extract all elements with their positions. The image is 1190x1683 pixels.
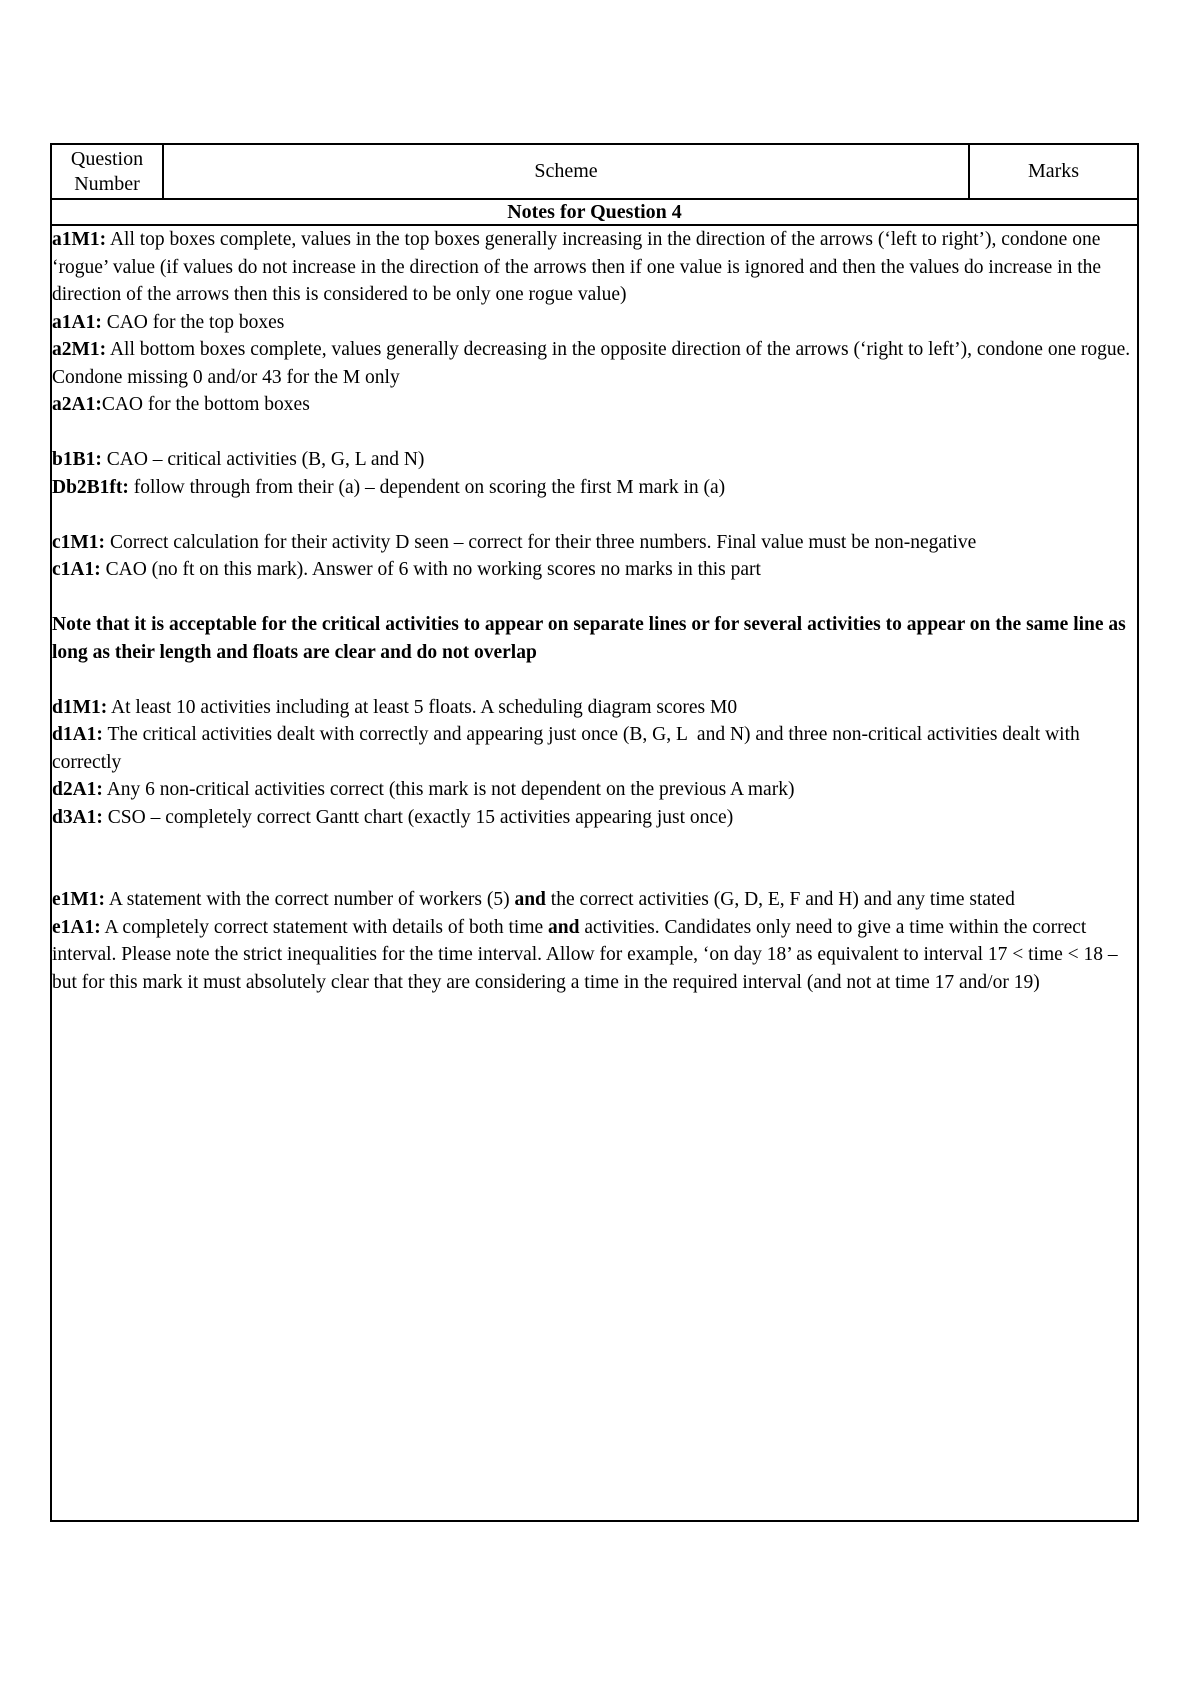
note-text: A completely correct statement with details of both time [100, 916, 549, 938]
mark-scheme-table [50, 143, 1139, 1522]
note-a1a1 [52, 309, 1137, 337]
question-number-header: Question Number [51, 144, 163, 199]
notes-body [51, 225, 1138, 1521]
table-header-row [51, 144, 1138, 199]
note-label: Db2B1ft: [52, 476, 129, 498]
note-bold-statement: Note that it is acceptable for the critical activities to appear on separate lines or for several activities to appear on the same line as long as their length and floats are clear and do not overlap [52, 614, 1131, 663]
note-label: d1M1: [52, 696, 108, 718]
note-label: a2A1: [52, 394, 102, 415]
note-a2a1 [52, 391, 1137, 419]
marks-header: Marks [969, 144, 1138, 199]
note-text: activities. Candidates only need to give a time within the correct interval. Please note the strict inequalities for the time interval. Allow for example, ‘on day 18’ as equivalent to interval 17 < time < 18 – but for this mark it must absolutely clear that they are considering a time in the required interval (and not at time 17 and/or 19) [52, 916, 1123, 993]
note-label: e1A1: [52, 916, 101, 938]
note-text: Any 6 non-critical activities correct (this mark is not dependent on the previous A mark) [102, 779, 795, 800]
note-label: a1A1: [52, 311, 102, 333]
note-label: e1M1: [52, 889, 106, 910]
note-c1a1 [52, 556, 1137, 584]
scheme-header: Scheme [163, 144, 969, 199]
note-label: a2M1: [52, 339, 107, 360]
note-text: the correct activities (G, D, E, F and H) and any time stated [545, 889, 1015, 910]
note-d1m1 [52, 694, 1137, 722]
note-text: All bottom boxes complete, values generally decreasing in the opposite direction of the arrows (‘right to left’), condone one rogue. Condone missing 0 and/or 43 for the M only [52, 339, 1136, 388]
note-bold-word: and [548, 916, 580, 938]
note-d3a1 [52, 804, 1137, 832]
note-a1m1 [52, 226, 1137, 309]
note-c1m1 [52, 529, 1137, 557]
note-text: All top boxes complete, values in the top boxes generally increasing in the direction of the arrows (‘left to right’), condone one ‘rogue’ value (if values do not increase in the direction of the arrows then if one value is ignored and then the values do increase in the direction of the arrows then this is considered to be only one rogue value) [52, 229, 1106, 305]
note-text: CAO – critical activities (B, G, L and N) [101, 449, 425, 470]
note-text: CSO – completely correct Gantt chart (exactly 15 activities appearing just once) [102, 806, 734, 828]
note-bold-word: and [514, 889, 546, 910]
note-e1a1 [52, 914, 1137, 997]
note-e1m1 [52, 886, 1137, 914]
note-text: follow through from their (a) – dependent on scoring the first M mark in (a) [128, 476, 726, 498]
note-label: d2A1: [52, 779, 103, 800]
note-label: b1B1: [52, 449, 102, 470]
note-label: d1A1: [52, 724, 103, 745]
notes-title: Notes for Question 4 [51, 199, 1138, 225]
note-label: c1M1: [52, 531, 106, 553]
note-text: A statement with the correct number of workers (5) [105, 889, 515, 910]
note-text: The critical activities dealt with correctly and appearing just once (B, G, L and N) and three non-critical activities dealt with correctly [52, 724, 1085, 773]
note-a2m1 [52, 336, 1137, 391]
note-b1b1 [52, 446, 1137, 474]
note-label: d3A1: [52, 806, 103, 828]
note-text: CAO (no ft on this mark). Answer of 6 with no working scores no marks in this part [100, 559, 761, 580]
note-label: a1M1: [52, 229, 107, 250]
note-label: c1A1: [52, 559, 101, 580]
note-db2b1ft [52, 474, 1137, 502]
note-text: CAO for the bottom boxes [101, 394, 310, 415]
note-d1a1 [52, 721, 1137, 776]
note-d2a1 [52, 776, 1137, 804]
notes-title-row [51, 199, 1138, 225]
note-text: Correct calculation for their activity D seen – correct for their three numbers. Final value must be non-negative [105, 531, 977, 553]
notes-body-row [51, 225, 1138, 1521]
note-text: CAO for the top boxes [101, 311, 285, 333]
note-text: At least 10 activities including at least 5 floats. A scheduling diagram scores M0 [107, 696, 738, 718]
